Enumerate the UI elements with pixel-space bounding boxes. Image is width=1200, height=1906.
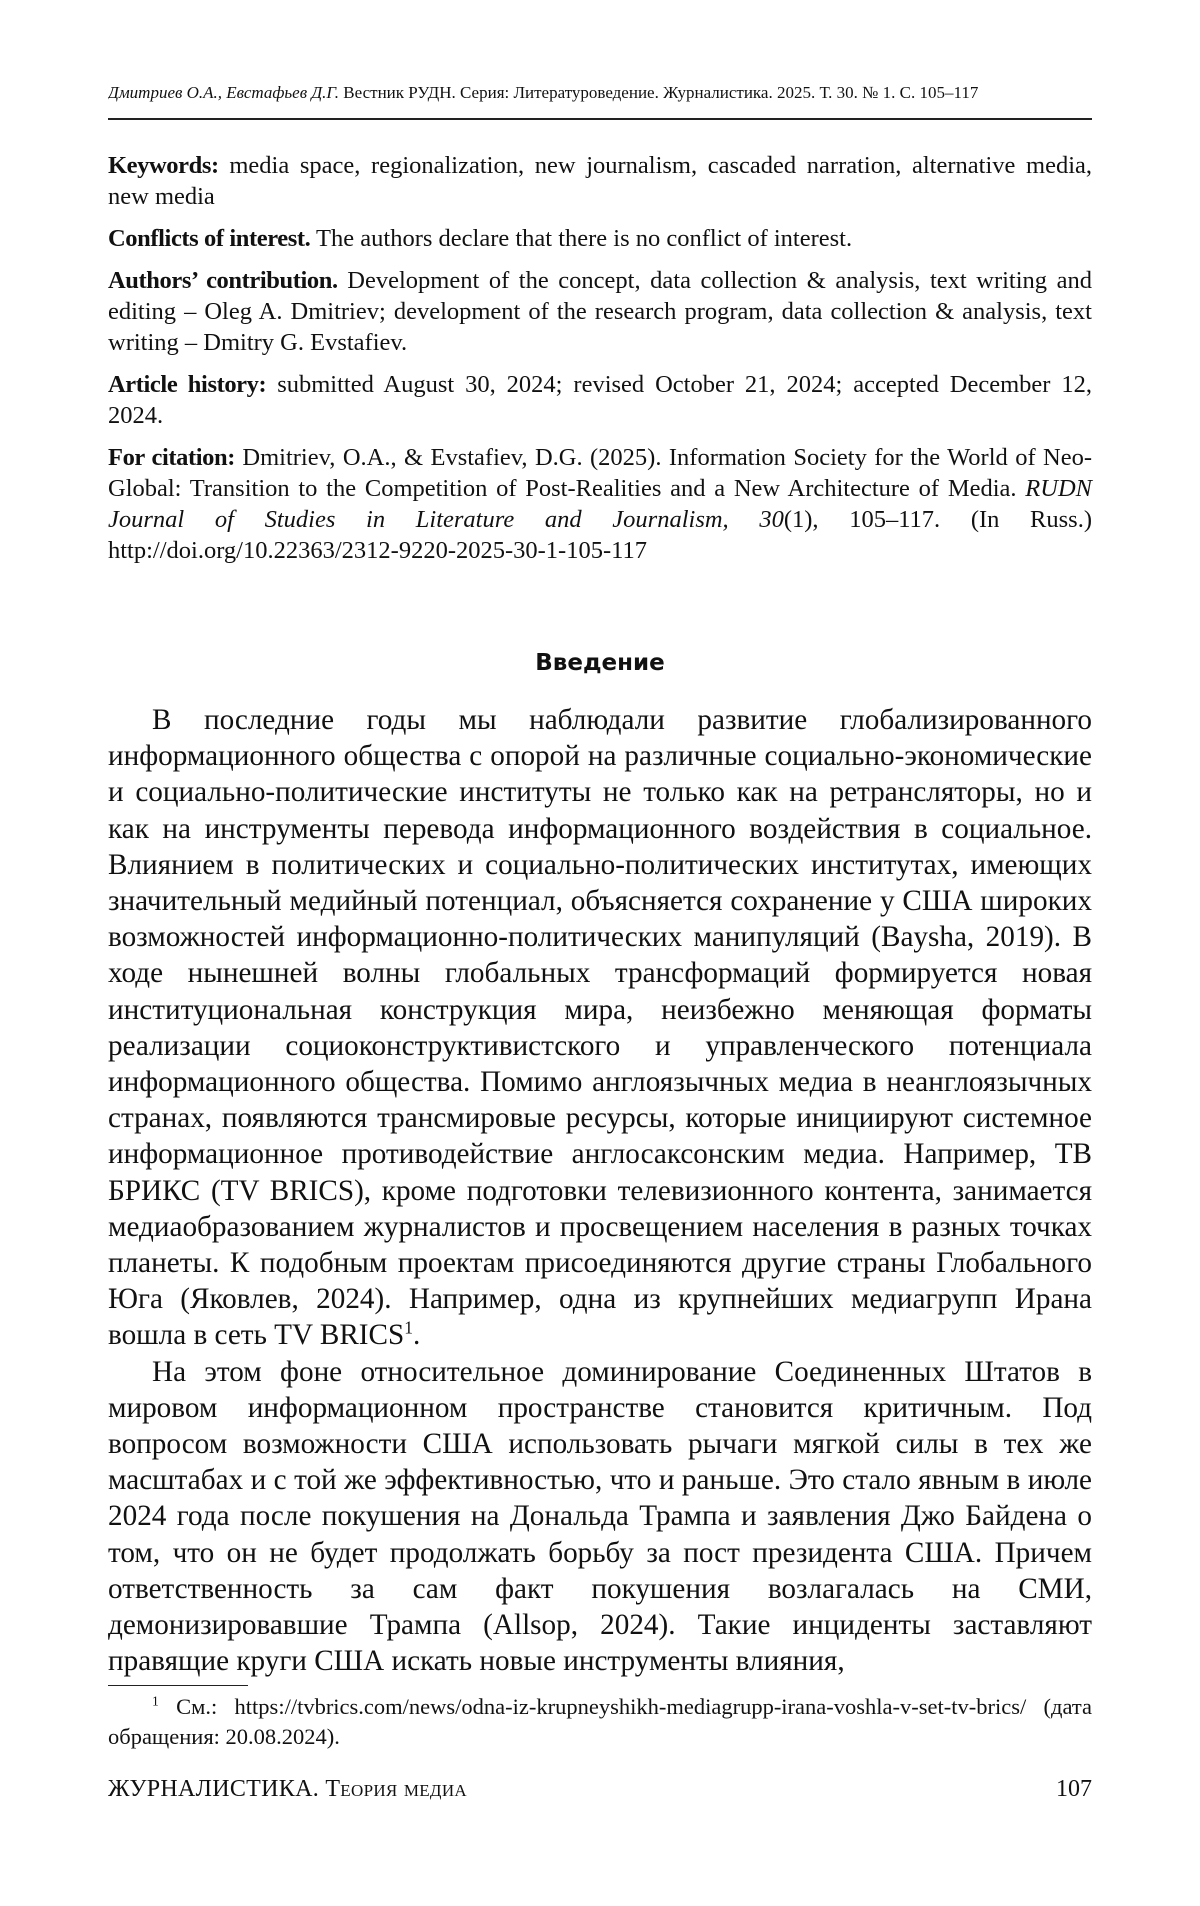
paragraph-2	[108, 1354, 1092, 1680]
footnote-reference[interactable]: 1	[404, 1317, 413, 1338]
header-divider	[108, 118, 1092, 120]
paragraph-1-text: В последние годы мы наблюдали развитие глобализированного информационного общества с опорой на различные социально-экономические и социально-политические институты не только как на ретрансляторы, но и как на инструменты перевода информационного воздействия в социальное. Влиянием в политических и социально-политических институтах, имеющих значительный медийный потенциал, объясняется сохранение у США широких возможностей информационно-политических манипуляций (Baysha, 2019). В ходе нынешней волны глобальных трансформаций формируется новая институциональная конструкция мира, неизбежно меняющая форматы реализации социоконструктивистского и управленческого потенциала информационного общества. Помимо англоязычных медиа в неанглоязычных странах, появляются трансмировые ресурсы, которые инициируют системное информационное противодействие англосаксонским медиа. Например, ТВ БРИКС (TV BRICS), кроме подготовки телевизионного контента, занимается медиаобразованием журналистов и просвещением населения в разных точках планеты. К подобным проектам присоединяются другие страны Глобального Юга (Яковлев, 2024). Например, одна из крупнейших медиагрупп Ирана вошла в сеть TV BRICS	[108, 704, 1092, 1352]
article-history	[108, 369, 1092, 431]
footer-section-sub: Теория медиа	[325, 1776, 467, 1802]
paragraph-1	[108, 702, 1092, 1354]
citation-label: For citation:	[108, 444, 235, 471]
running-header	[108, 82, 1092, 104]
keywords-text: media space, regionalization, new journalism, cascaded narration, alternative media, new media	[108, 152, 1092, 210]
history-label: Article history:	[108, 371, 267, 398]
header-journal: Вестник РУДН. Серия: Литературоведение. Журналистика. 2025. Т. 30. № 1. С. 105–117	[343, 83, 979, 102]
article-body	[108, 702, 1092, 1679]
footer-section-name	[108, 1774, 467, 1804]
contribution-text: Development of the concept, data collection & analysis, text writing and editing – Oleg A. Dmitriev; development of the research program, data collection & analysis, text writing – Dmitry G. Evstafiev.	[108, 267, 1092, 356]
conflicts-label: Conflicts of interest.	[108, 225, 311, 252]
conflicts-text: The authors declare that there is no conflict of interest.	[316, 225, 853, 252]
citation-text-1: Dmitriev, O.A., & Evstafiev, D.G. (2025). Information Society for the World of Neo-Global: Transition to the Competition of Post-Realities and a New Architecture of Media.	[108, 444, 1092, 502]
history-text: submitted August 30, 2024; revised October 21, 2024; accepted December 12, 2024.	[108, 371, 1092, 429]
footnote	[108, 1692, 1092, 1752]
citation	[108, 442, 1092, 566]
contribution-label: Authors’ contribution.	[108, 267, 338, 294]
footnote-text: См.: https://tvbrics.com/news/odna-iz-krupneyshikh-mediagrupp-irana-voshla-v-set-tv-brics/ (дата обращения: 20.08.2024).	[108, 1694, 1092, 1749]
article-metadata	[108, 150, 1092, 577]
keywords	[108, 150, 1092, 212]
paragraph-1-end: .	[412, 1319, 421, 1352]
header-authors: Дмитриев О.А., Евстафьев Д.Г.	[108, 83, 340, 102]
footnote-divider	[108, 1685, 248, 1686]
footnote-mark: 1	[152, 1693, 159, 1709]
authors-contribution	[108, 265, 1092, 358]
footer-section-main: ЖУРНАЛИСТИКА.	[108, 1776, 320, 1802]
conflicts-of-interest	[108, 223, 1092, 254]
section-title: Введение	[535, 650, 665, 676]
paragraph-2-text: На этом фоне относительное доминирование Соединенных Штатов в мировом информационном пространстве становится критичным. Под вопросом возможности США использовать рычаги мягкой силы в тех же масштабах и с той же эффективностью, что и раньше. Это стало явным в июле 2024 года после покушения на Дональда Трампа и заявления Джо Байдена о том, что он не будет продолжать борьбу за пост президента США. Причем ответственность за сам факт покушения возлагалась на СМИ, демонизировавшие Трампа (Allsop, 2024). Такие инциденты заставляют правящие круги США искать новые инструменты влияния,	[108, 1355, 1092, 1678]
citation-text-2: (1), 105–117. (In Russ.) http://doi.org/10.22363/2312-9220-2025-30-1-105-117	[108, 506, 1093, 564]
page-number: 107	[1056, 1776, 1092, 1802]
citation-journal: RUDN Journal of Studies in Literature and Journalism, 30	[108, 475, 1092, 533]
keywords-label: Keywords:	[108, 152, 219, 179]
